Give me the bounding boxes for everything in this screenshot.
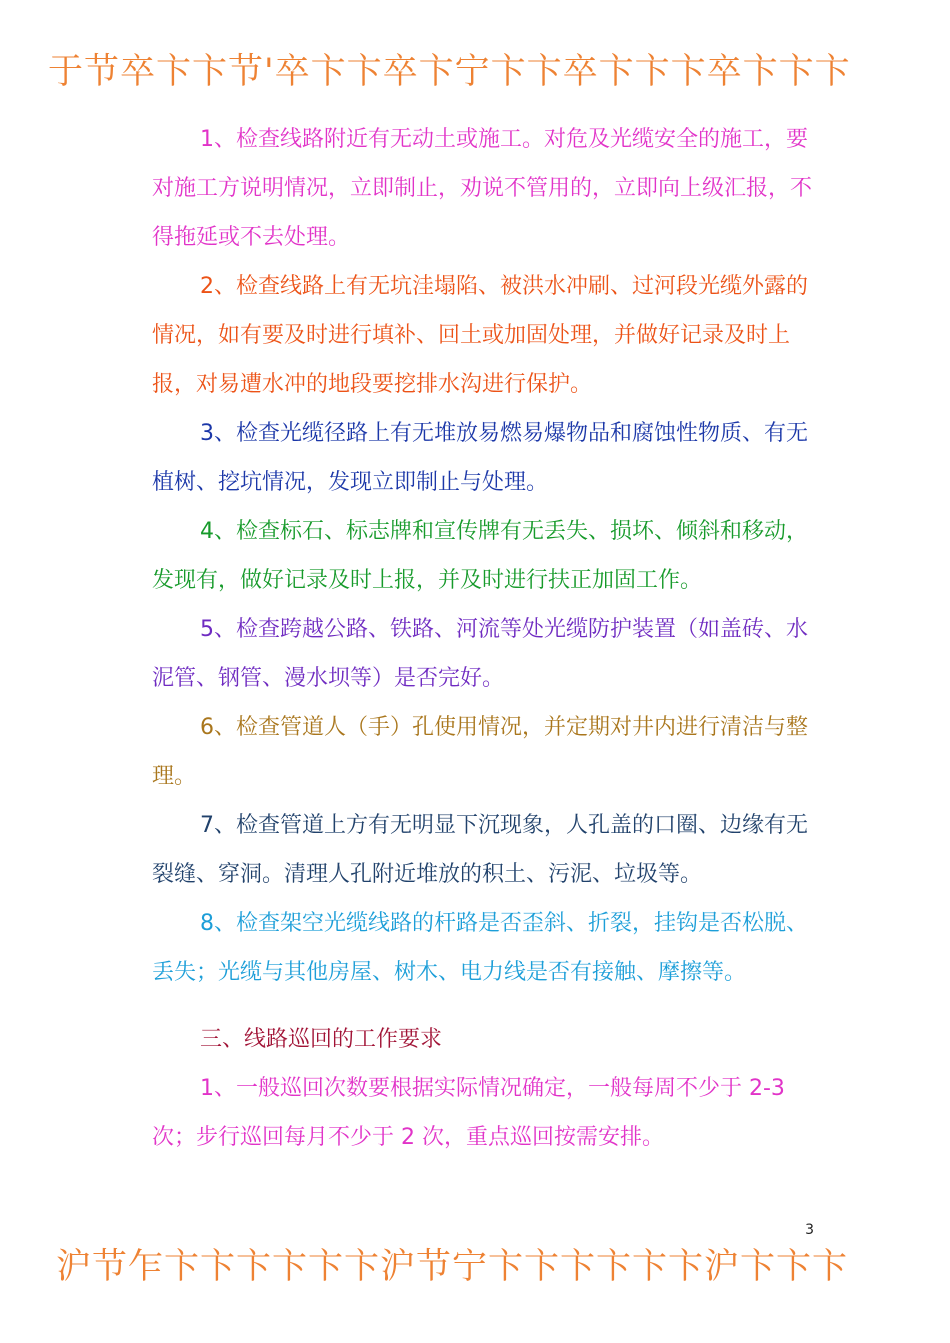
document-body	[152, 115, 817, 1162]
paragraph-4: 4、检查标石、标志牌和宣传牌有无丢失、损坏、倾斜和移动，发现有，做好记录及时上报，并及时进行扶正加固工作。	[152, 519, 808, 593]
paragraph-3: 3、检查光缆径路上有无堆放易燃易爆物品和腐蚀性物质、有无植树、挖坑情况，发现立即制止与处理。	[152, 421, 808, 495]
section-heading: 三、线路巡回的工作要求	[200, 1027, 443, 1052]
footer-decoration: 沪节乍卞卞卞卞卞卞沪节宁卞卞卞卞卞卞沪卞卞卞	[56, 1247, 849, 1287]
header-decoration: 于节卒卞卞节'卒卞卞卒卞宁卞卞卒卞卞卞卒卞卞卞	[48, 52, 851, 92]
paragraph-2: 2、检查线路上有无坑洼塌陷、被洪水冲刷、过河段光缆外露的情况，如有要及时进行填补、回土或加固处理，并做好记录及时上报，对易遭水冲的地段要挖排水沟进行保护。	[152, 274, 808, 397]
page-number: 3	[805, 1222, 814, 1238]
paragraph-7: 7、检查管道上方有无明显下沉现象，人孔盖的口圈、边缘有无裂缝、穿洞。清理人孔附近堆放的积土、污泥、垃圾等。	[152, 813, 808, 887]
section-paragraph-1: 1、一般巡回次数要根据实际情况确定，一般每周不少于 2-3 次；步行巡回每月不少于 2 次，重点巡回按需安排。	[152, 1076, 785, 1150]
paragraph-5: 5、检查跨越公路、铁路、河流等处光缆防护装置（如盖砖、水泥管、钢管、漫水坝等）是否完好。	[152, 617, 808, 691]
paragraph-6: 6、检查管道人（手）孔使用情况，并定期对井内进行清洁与整理。	[152, 715, 808, 789]
paragraph-8: 8、检查架空光缆线路的杆路是否歪斜、折裂，挂钩是否松脱、丢失；光缆与其他房屋、树木、电力线是否有接触、摩擦等。	[152, 911, 808, 985]
paragraph-1: 1、检查线路附近有无动土或施工。对危及光缆安全的施工，要对施工方说明情况，立即制止，劝说不管用的，立即向上级汇报，不得拖延或不去处理。	[152, 127, 813, 250]
